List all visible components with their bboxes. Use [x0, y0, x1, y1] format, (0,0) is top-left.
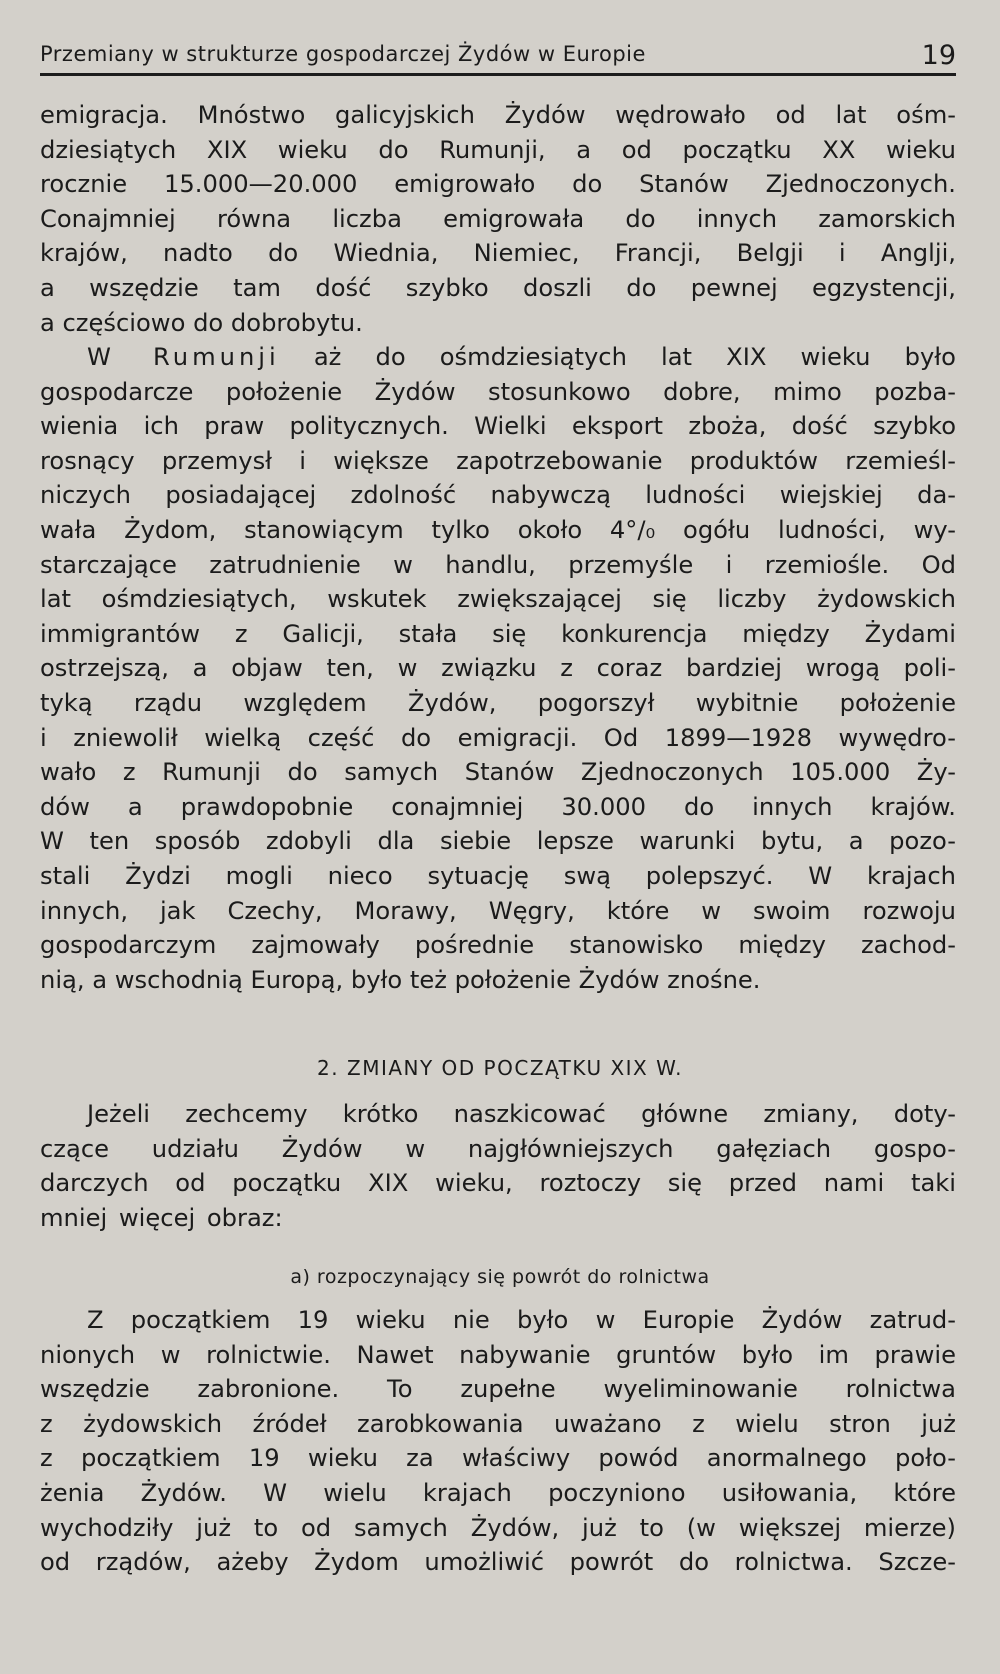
- text-line: darczych od początku XIX wieku, roztoczy się przed nami taki: [40, 1169, 956, 1198]
- paragraph-4: [40, 1303, 956, 1580]
- text-line: wienia ich praw politycznych. Wielki eksport zboża, dość szybko: [40, 412, 956, 441]
- running-title: Przemiany w strukturze gospodarczej Żydów w Europie: [40, 42, 646, 66]
- subheading: a) rozpoczynający się powrót do rolnictwa: [290, 1266, 710, 1288]
- text-line: nionych w rolnictwie. Nawet nabywanie gruntów było im prawie: [40, 1340, 956, 1369]
- text-line: i zniewolił wielką część do emigracji. Od 1899—1928 wywędro-: [40, 723, 956, 752]
- text-line: Conajmniej równa liczba emigrowała do innych zamorskich: [40, 204, 956, 233]
- page-number: 19: [921, 40, 956, 71]
- text-line: emigracja. Mnóstwo galicyjskich Żydów wędrowało od lat ośm-: [40, 101, 956, 129]
- text-line: od rządów, ażeby Żydom umożliwić powrót do rolnictwa. Szcze-: [40, 1548, 956, 1577]
- text-line: niczych posiadającej zdolność nabywczą ludności wiejskiej da-: [40, 481, 956, 510]
- text-line: tyką rządu względem Żydów, pogorszył wybitnie położenie: [40, 688, 956, 717]
- text-line: starczające zatrudnienie w handlu, przemyśle i rzemiośle. Od: [40, 550, 956, 579]
- text-line: wychodziły już to od samych Żydów, już to (w większej mierze): [40, 1513, 956, 1542]
- text-line: stali Żydzi mogli nieco sytuację swą polepszyć. W krajach: [40, 861, 956, 890]
- text-line: a wszędzie tam dość szybko doszli do pewnej egzystencji,: [40, 273, 956, 302]
- text-line: mniej więcej obraz:: [40, 1203, 283, 1232]
- text-line: lat ośmdziesiątych, wskutek zwiększającej się liczby żydowskich: [40, 585, 956, 614]
- text-line: Jeżeli zechcemy krótko naszkicować główne zmiany, doty-: [87, 1100, 956, 1128]
- text-line: ostrzejszą, a objaw ten, w związku z coraz bardziej wrogą poli-: [40, 654, 956, 683]
- text-line: gospodarcze położenie Żydów stosunkowo dobre, mimo pozba-: [40, 377, 956, 406]
- page-header: [40, 32, 956, 76]
- text-line: W ten sposób zdobyli dla siebie lepsze warunki bytu, a pozo-: [40, 827, 956, 856]
- text-line: a częściowo do dobrobytu.: [40, 308, 363, 337]
- spaced-word: W Rumunji: [87, 343, 280, 371]
- text-line: innych, jak Czechy, Morawy, Węgry, które w swoim rozwoju: [40, 896, 956, 925]
- text-line: [40, 340, 956, 375]
- paragraph-1: [40, 98, 956, 340]
- line-rest: aż do ośmdziesiątych lat XIX wieku było: [313, 343, 956, 371]
- text-line: z początkiem 19 wieku za właściwy powód anormalnego poło-: [40, 1444, 956, 1473]
- text-line: wszędzie zabronione. To zupełne wyeliminowanie rolnictwa: [40, 1375, 956, 1404]
- text-line: Z początkiem 19 wieku nie było w Europie Żydów zatrud-: [87, 1306, 956, 1334]
- section-heading: 2. ZMIANY OD POCZĄTKU XIX W.: [317, 1056, 683, 1080]
- paragraph-3: [40, 1097, 956, 1235]
- paragraph-2: [40, 340, 956, 997]
- text-line: wało z Rumunji do samych Stanów Zjednoczonych 105.000 Ży-: [40, 758, 956, 787]
- text-line: czące udziału Żydów w najgłówniejszych gałęziach gospo-: [40, 1134, 956, 1163]
- text-line: krajów, nadto do Wiednia, Niemiec, Francji, Belgji i Anglji,: [40, 239, 956, 268]
- header-rule: [40, 73, 956, 76]
- text-line: dziesiątych XIX wieku do Rumunji, a od początku XX wieku: [40, 135, 956, 164]
- text-line: rosnący przemysł i większe zapotrzebowanie produktów rzemieśl-: [40, 446, 956, 475]
- text-line: żenia Żydów. W wielu krajach poczyniono usiłowania, które: [40, 1478, 956, 1507]
- text-line: z żydowskich źródeł zarobkowania uważano z wielu stron już: [40, 1409, 956, 1438]
- text-line: gospodarczym zajmowały pośrednie stanowisko między zachod-: [40, 931, 956, 960]
- text-line: rocznie 15.000—20.000 emigrowało do Stanów Zjednoczonych.: [40, 170, 956, 199]
- text-line: dów a prawdopobnie conajmniej 30.000 do innych krajów.: [40, 792, 956, 821]
- text-line: immigrantów z Galicji, stała się konkurencja między Żydami: [40, 619, 956, 648]
- text-line: nią, a wschodnią Europą, było też położenie Żydów znośne.: [40, 965, 761, 994]
- text-line: wała Żydom, stanowiącym tylko około 4°/₀ ogółu ludności, wy-: [40, 515, 956, 544]
